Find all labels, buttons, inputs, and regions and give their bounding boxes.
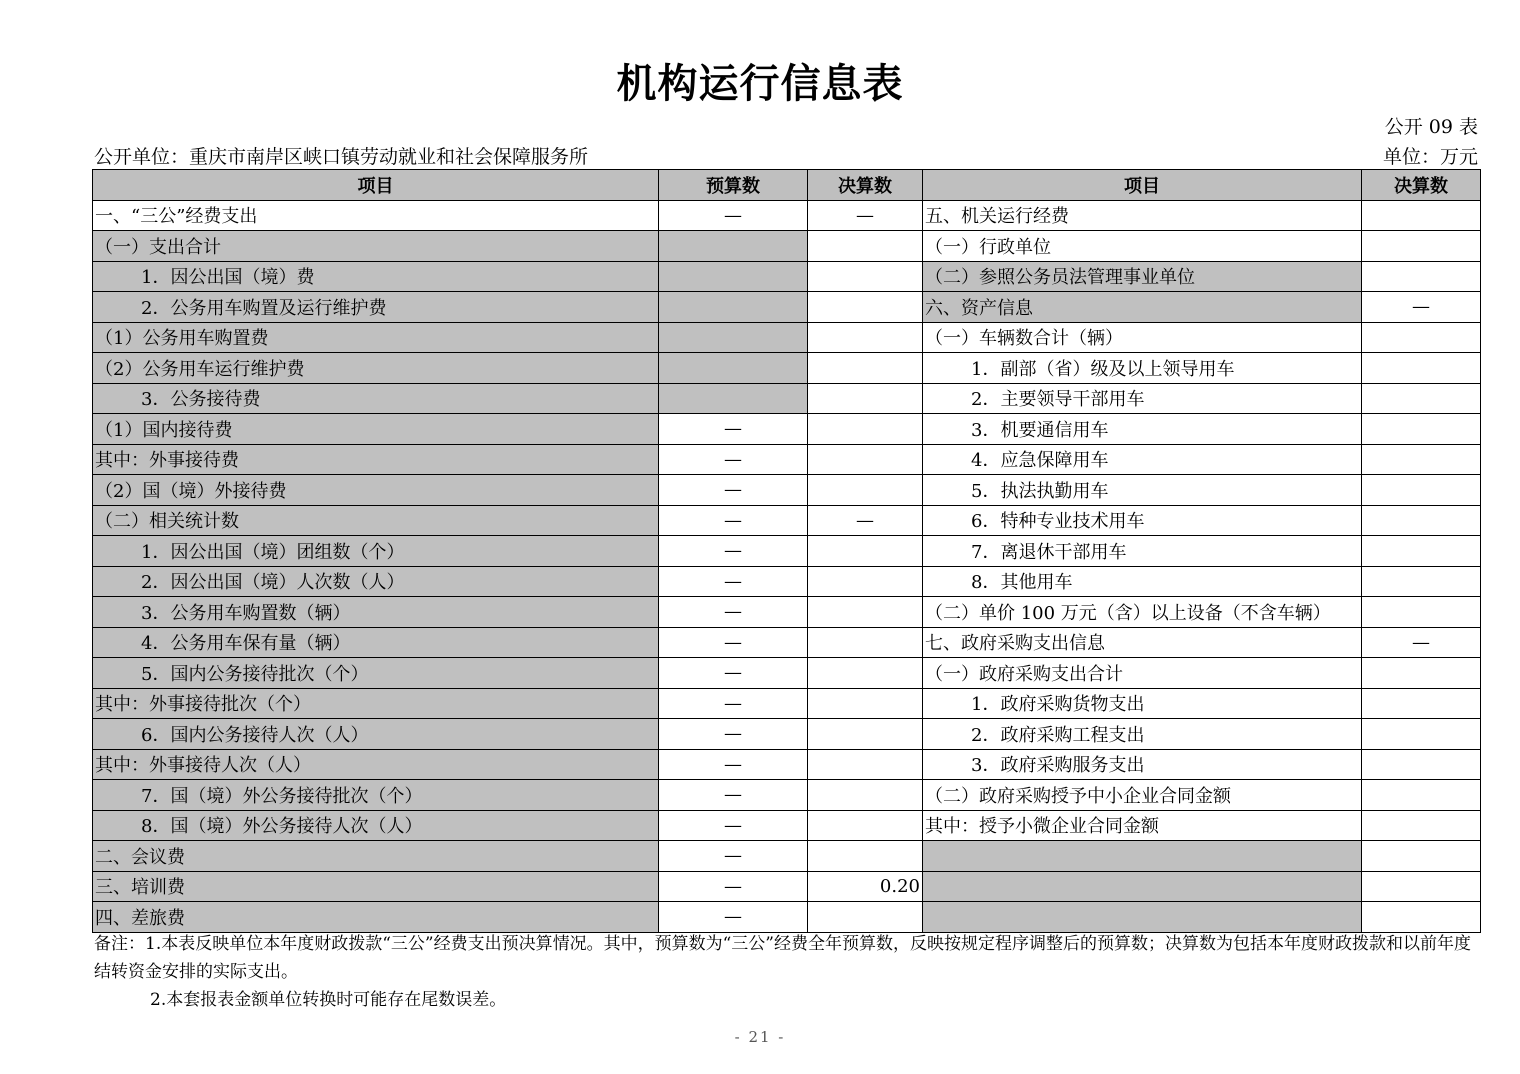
cell-item-right: 1．副部（省）级及以上领导用车 [923, 353, 1362, 384]
cell-item-right: 2．政府采购工程支出 [923, 719, 1362, 750]
cell-item: 4．公务用车保有量（辆） [93, 627, 659, 658]
table-row [93, 536, 1481, 567]
cell-budget: — [659, 688, 808, 719]
cell-item: 3．公务用车购置数（辆） [93, 597, 659, 628]
cell-final-right [1362, 353, 1481, 384]
cell-item-right: （一）行政单位 [923, 231, 1362, 262]
cell-budget [659, 383, 808, 414]
cell-final [808, 658, 923, 689]
cell-item: 3．公务接待费 [93, 383, 659, 414]
cell-final-right [1362, 536, 1481, 567]
table-row [93, 231, 1481, 262]
cell-final-right [1362, 505, 1481, 536]
cell-final-right: — [1362, 292, 1481, 323]
form-number: 公开 09 表 [1384, 116, 1478, 138]
cell-budget [659, 322, 808, 353]
table-row [93, 322, 1481, 353]
table-row [93, 719, 1481, 750]
cell-final-right [1362, 566, 1481, 597]
cell-item: 1．因公出国（境）费 [93, 261, 659, 292]
cell-budget: — [659, 902, 808, 933]
cell-final [808, 322, 923, 353]
cell-budget: — [659, 200, 808, 231]
cell-item: （二）相关统计数 [93, 505, 659, 536]
cell-final-right [1362, 231, 1481, 262]
cell-budget: — [659, 597, 808, 628]
cell-budget [659, 261, 808, 292]
cell-item-right: （一）车辆数合计（辆） [923, 322, 1362, 353]
table-row [93, 810, 1481, 841]
cell-final-right [1362, 475, 1481, 506]
cell-item: 8．国（境）外公务接待人次（人） [93, 810, 659, 841]
cell-item: （2）公务用车运行维护费 [93, 353, 659, 384]
page-number: - 21 - [734, 1028, 786, 1046]
header-item: 项目 [93, 170, 659, 201]
cell-item: 6．国内公务接待人次（人） [93, 719, 659, 750]
cell-item-right: 其中：授予小微企业合同金额 [923, 810, 1362, 841]
cell-item: 其中：外事接待费 [93, 444, 659, 475]
cell-item: 7．国（境）外公务接待批次（个） [93, 780, 659, 811]
cell-item-right: 2．主要领导干部用车 [923, 383, 1362, 414]
table-row [93, 475, 1481, 506]
cell-item-right [923, 902, 1362, 933]
cell-final [808, 780, 923, 811]
cell-item: 2．公务用车购置及运行维护费 [93, 292, 659, 323]
cell-item-right: 七、政府采购支出信息 [923, 627, 1362, 658]
cell-budget: — [659, 444, 808, 475]
cell-budget: — [659, 475, 808, 506]
cell-final-right [1362, 200, 1481, 231]
cell-item-right: 5．执法执勤用车 [923, 475, 1362, 506]
cell-final-right: — [1362, 627, 1481, 658]
cell-final-right [1362, 902, 1481, 933]
cell-budget [659, 292, 808, 323]
cell-final [808, 231, 923, 262]
cell-item-right [923, 871, 1362, 902]
table-row [93, 749, 1481, 780]
header-item-right: 项目 [923, 170, 1362, 201]
cell-budget: — [659, 536, 808, 567]
cell-budget: — [659, 566, 808, 597]
cell-final [808, 444, 923, 475]
cell-final [808, 536, 923, 567]
cell-final [808, 810, 923, 841]
cell-item: 5．国内公务接待批次（个） [93, 658, 659, 689]
table-row [93, 444, 1481, 475]
cell-final [808, 902, 923, 933]
cell-final-right [1362, 719, 1481, 750]
cell-final-right [1362, 383, 1481, 414]
cell-budget [659, 353, 808, 384]
header-final: 决算数 [808, 170, 923, 201]
table-row [93, 871, 1481, 902]
cell-budget: — [659, 658, 808, 689]
table-body [93, 200, 1481, 932]
cell-item-right: 7．离退休干部用车 [923, 536, 1362, 567]
cell-final [808, 841, 923, 872]
table-row [93, 902, 1481, 933]
cell-budget: — [659, 841, 808, 872]
cell-budget [659, 231, 808, 262]
money-unit: 单位：万元 [1382, 146, 1478, 168]
cell-item: 四、差旅费 [93, 902, 659, 933]
cell-final-right [1362, 658, 1481, 689]
cell-final [808, 688, 923, 719]
cell-budget: — [659, 719, 808, 750]
cell-item: 三、培训费 [93, 871, 659, 902]
cell-final [808, 292, 923, 323]
cell-budget: — [659, 810, 808, 841]
cell-item-right: 8．其他用车 [923, 566, 1362, 597]
cell-item-right: 3．政府采购服务支出 [923, 749, 1362, 780]
cell-item: （一）支出合计 [93, 231, 659, 262]
table-row [93, 200, 1481, 231]
cell-final-right [1362, 749, 1481, 780]
cell-item: 2．因公出国（境）人次数（人） [93, 566, 659, 597]
table-row [93, 414, 1481, 445]
table-row [93, 566, 1481, 597]
cell-final [808, 749, 923, 780]
header-budget: 预算数 [659, 170, 808, 201]
notes [94, 930, 1484, 1014]
cell-final [808, 414, 923, 445]
cell-final-right [1362, 261, 1481, 292]
cell-item-right: 3．机要通信用车 [923, 414, 1362, 445]
cell-item-right: （二）参照公务员法管理事业单位 [923, 261, 1362, 292]
header-final-right: 决算数 [1362, 170, 1481, 201]
cell-item: （2）国（境）外接待费 [93, 475, 659, 506]
cell-final-right [1362, 871, 1481, 902]
cell-final [808, 597, 923, 628]
cell-final-right [1362, 444, 1481, 475]
cell-item: （1）国内接待费 [93, 414, 659, 445]
cell-final [808, 261, 923, 292]
cell-final [808, 475, 923, 506]
page-title: 机构运行信息表 [616, 60, 904, 107]
cell-final-right [1362, 322, 1481, 353]
table-row [93, 658, 1481, 689]
cell-item-right: （二）单价 100 万元（含）以上设备（不含车辆） [923, 597, 1362, 628]
cell-budget: — [659, 780, 808, 811]
table-row [93, 261, 1481, 292]
cell-final-right [1362, 810, 1481, 841]
cell-item-right: 4．应急保障用车 [923, 444, 1362, 475]
cell-final [808, 566, 923, 597]
cell-final: 0.20 [808, 871, 923, 902]
table-row [93, 353, 1481, 384]
cell-final-right [1362, 688, 1481, 719]
note-line-1: 备注：1.本表反映单位本年度财政拨款“三公”经费支出预决算情况。其中，预算数为“三公”经费全年预算数，反映按规定程序调整后的预算数；决算数为包括本年度财政拨款和以前年度结转资金安排的实际支出。 [94, 934, 1471, 982]
table-row [93, 780, 1481, 811]
info-table [92, 169, 1481, 933]
table-row [93, 292, 1481, 323]
note-line-2: 2.本套报表金额单位转换时可能存在尾数误差。 [150, 990, 507, 1010]
cell-final-right [1362, 597, 1481, 628]
cell-final: — [808, 200, 923, 231]
cell-item-right: 五、机关运行经费 [923, 200, 1362, 231]
table-row [93, 505, 1481, 536]
reporting-unit: 公开单位：重庆市南岸区峡口镇劳动就业和社会保障服务所 [94, 146, 589, 168]
table-row [93, 383, 1481, 414]
cell-final [808, 383, 923, 414]
cell-final [808, 627, 923, 658]
cell-final-right [1362, 841, 1481, 872]
cell-final [808, 353, 923, 384]
cell-item: 二、会议费 [93, 841, 659, 872]
table-row [93, 841, 1481, 872]
cell-item-right: （一）政府采购支出合计 [923, 658, 1362, 689]
cell-item: 1．因公出国（境）团组数（个） [93, 536, 659, 567]
cell-item-right: 6．特种专业技术用车 [923, 505, 1362, 536]
cell-item: （1）公务用车购置费 [93, 322, 659, 353]
cell-item-right: 六、资产信息 [923, 292, 1362, 323]
cell-final-right [1362, 414, 1481, 445]
cell-item-right: 1．政府采购货物支出 [923, 688, 1362, 719]
cell-item: 一、“三公”经费支出 [93, 200, 659, 231]
cell-budget: — [659, 414, 808, 445]
cell-final: — [808, 505, 923, 536]
cell-budget: — [659, 505, 808, 536]
cell-item-right [923, 841, 1362, 872]
cell-final-right [1362, 780, 1481, 811]
cell-item-right: （二）政府采购授予中小企业合同金额 [923, 780, 1362, 811]
cell-budget: — [659, 627, 808, 658]
table-row [93, 597, 1481, 628]
cell-item: 其中：外事接待批次（个） [93, 688, 659, 719]
table-row [93, 627, 1481, 658]
table-row [93, 688, 1481, 719]
cell-budget: — [659, 871, 808, 902]
cell-item: 其中：外事接待人次（人） [93, 749, 659, 780]
cell-final [808, 719, 923, 750]
cell-budget: — [659, 749, 808, 780]
table-header-row [93, 170, 1481, 201]
